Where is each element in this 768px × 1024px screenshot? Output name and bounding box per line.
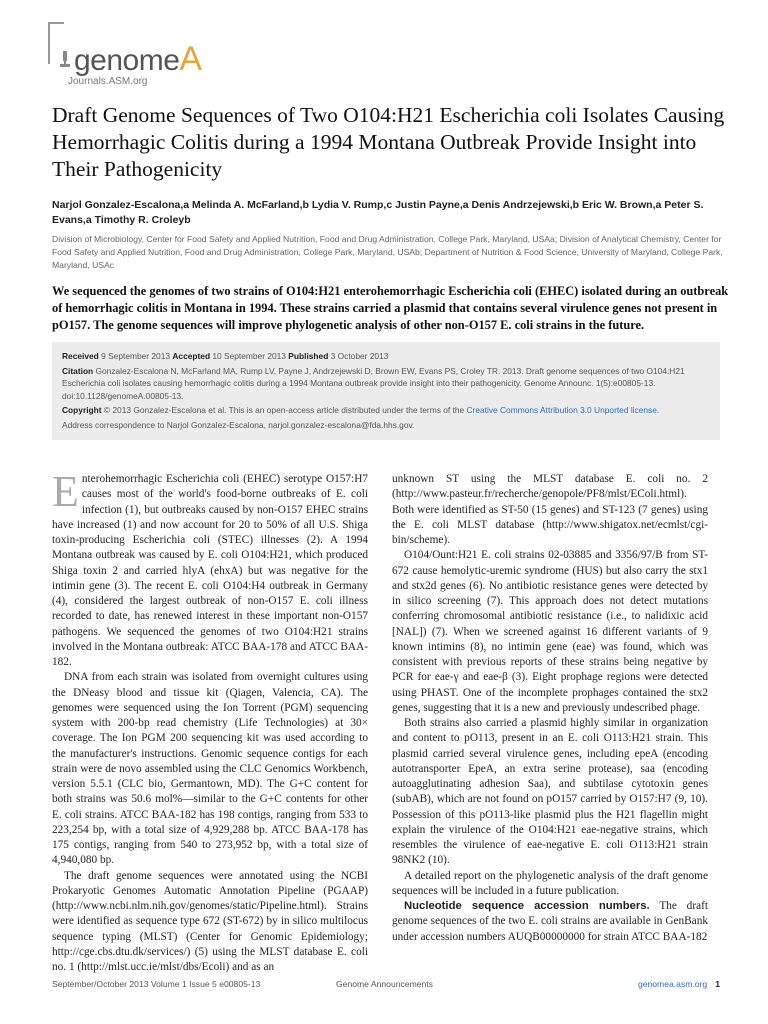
author-list: Narjol Gonzalez-Escalona,a Melinda A. McFarland,b Lydia V. Rump,c Justin Payne,a Denis Andrzejewski,b Eric W. Brown,a Peter S. Evans,a Timothy R. Croleyb <box>52 199 704 226</box>
license-link[interactable]: Creative Commons Attribution 3.0 Unported license <box>466 405 657 416</box>
copyright-label: Copyright <box>62 405 102 416</box>
microscope-icon <box>58 50 72 70</box>
accepted-label: Accepted <box>172 351 211 361</box>
journal-name: Genome Announcements <box>336 979 433 989</box>
body-paragraph: unknown ST using the MLST database E. coli no. 2 (http://www.pasteur.fr/recherche/genopole/PF8/mlst/EColi.html). Both were identified as ST-50 (15 genes) and ST-123 (7 genes) using the E. coli MLST database (http://www.shigatox.net/ecmlst/cgi-bin/scheme). <box>392 473 708 546</box>
citation-line <box>62 365 710 403</box>
dates-line <box>62 350 710 363</box>
copyright-line: Copyright © 2013 Gonzalez-Escalona et al. This is an open-access article distributed under the terms of the Creative Commons Attribution 3.0 Unported license. <box>62 405 660 416</box>
journal-logo <box>48 22 218 90</box>
body-paragraph: DNA from each strain was isolated from overnight cultures using the DNeasy blood and tissue kit (Qiagen, Valencia, CA). The genomes were sequenced using the Ion Torrent (PGM) sequencing system with 200-bp read chemistry (Life Technologies) at 30× coverage. The Ion PGM 200 sequencing kit was used according to the manufacturer's instructions. Genomic sequence contigs for each strain were de novo assembled using the CLC Genomics Workbench, version 5.5.1 (CLC bio, Germantown, MD). The G+C content for both strains was 50.6 mol%—similar to the G+C contents for other E. coli strains. ATCC BAA-182 has 198 contigs, ranging from 533 to 223,254 bp, with a total size of 4,929,288 bp. ATCC BAA-178 has 175 contigs, ranging from 540 to 273,952 bp, with a total size of 4,940,080 bp. <box>52 671 368 867</box>
drop-cap: E <box>52 467 79 516</box>
logo-wordmark: genomeA <box>74 40 202 78</box>
body-column-left <box>52 467 368 975</box>
published-date: 3 October 2013 <box>330 351 389 361</box>
received-date: 9 September 2013 <box>101 351 171 361</box>
issue-info: September/October 2013 Volume 1 Issue 5 e00805-13 <box>52 979 261 989</box>
section-heading: Nucleotide sequence accession numbers. <box>404 900 650 912</box>
article-title: Draft Genome Sequences of Two O104:H21 Escherichia coli Isolates Causing Hemorrhagic Colitis during a 1994 Montana Outbreak Provide Insight into Their Pathogenicity <box>52 103 725 181</box>
body-paragraph: O104/Ount:H21 E. coli strains 02-03885 and 3356/97/B from ST-672 cause hemolytic-uremic syndrome (HUS) but also carry the stx1 and stx2d genes (6). No antibiotic resistance genes were detected by in silico screening (7). This approach does not detect mutations conferring chromosomal antibiotic resistance (i.e., to nalidixic acid [NAL]) (7). When we screened against 16 different variants of 9 known intimins (8), no intimin gene (eae) was found, which was consistent with previous reports of these strains being negative by PCR for eae-γ and eae-β (3). Eight prophage regions were detected using PHAST. One of the incomplete prophages contained the stx2 genes, suggesting that it is a new and previously undescribed phage. <box>392 549 708 714</box>
body-paragraph: Nucleotide sequence accession numbers. The draft genome sequences of the two E. coli strains are available in GenBank under accession numbers AUQB00000000 for strain ATCC BAA-182 <box>392 900 709 943</box>
page-footer <box>52 979 720 993</box>
body-paragraph: The draft genome sequences were annotated using the NCBI Prokaryotic Genomes Automatic Annotation Pipeline (PGAAP) (http://www.ncbi.nlm.nih.gov/genomes/static/Pipeline.html). Strains were identified as sequence type 672 (ST-672) by in silico multilocus sequence typing (MLST) (Center for Genomic Epidemiology; http://cge.cbs.dtu.dk/services/) (5) using the MLST database E. coli no. 1 (http://mlst.ucc.ie/mlst/dbs/Ecoli) and as an <box>52 869 368 973</box>
page-number: 1 <box>715 979 720 989</box>
body-paragraph: Enterohemorrhagic Escherichia coli (EHEC) serotype O157:H7 causes most of the world's food-borne outbreaks of E. coli infection (1), but outbreaks caused by non-O157 EHEC strains have increased (1) and now account for 20 to 50% of all U.S. Shiga toxin-producing Escherichia coli (STEC) illnesses (2). A 1994 Montana outbreak was caused by E. coli O104:H21, which produced Shiga toxin 2 and carried hlyA (ehxA) but was negative for the intimin gene (3). The recent E. coli O104:H4 outbreak in Germany (4), considered the largest outbreak of non-O157 E. coli illness recorded to date, has renewed interest in these important non-O157 pathogens. We sequenced the genomes of two O104:H21 strains involved in the Montana outbreak: ATCC BAA-178 and ATCC BAA-182. <box>52 467 368 668</box>
abstract: We sequenced the genomes of two strains of O104:H21 enterohemorrhagic Escherichia coli (EHEC) isolated during an outbreak of hemorrhagic colitis in Montana in 1994. These strains carried a plasmid that contains several virulence genes not present in pO157. The genome sequences will improve phylogenetic analysis of other non-O157 E. coli strains in the future. <box>52 284 729 332</box>
body-column-right <box>392 472 708 945</box>
accepted-date: 10 September 2013 <box>212 351 286 361</box>
logo-subtext: Journals.ASM.org <box>68 76 148 87</box>
received-label: Received <box>62 351 99 361</box>
article-info-box <box>52 342 720 440</box>
affiliations: Division of Microbiology, Center for Food Safety and Applied Nutrition, Food and Drug Administration, College Park, Maryland, USAa; Division of Analytical Chemistry, Center for Food Safety and Applied Nutrition, Food and Drug Administration, College Park, Maryland, USAb; Department of Nutrition & Food Science, University of Maryland, College Park, Maryland, USAc <box>52 234 723 270</box>
citation-text: Gonzalez-Escalona N, McFarland MA, Rump LV, Payne J, Andrzejewski D, Brown EW, Evans PS, Croley TR. 2013. Draft genome sequences of two O104:H21 Escherichia coli isolates causing hemorrhagic colitis during a 1994 Montana outbreak provide insight into their pathogenicity. Genome Announc. 1(5):e00805-13. doi:10.1128/genomeA.00805-13. <box>62 365 685 401</box>
body-paragraph: A detailed report on the phylogenetic analysis of the draft genome sequences will be included in a future publication. <box>392 869 708 897</box>
site-link[interactable]: genomea.asm.org <box>637 979 708 989</box>
body-paragraph: Both strains also carried a plasmid highly similar in organization and content to pO113, present in an E. coli O113:H21 strain. This plasmid carried several virulence genes, including epeA (encoding autotransporter EpeA, an extra serine protease), saa (encoding autoagglutinating adhesion Saa), and subtilase cytotoxin genes (subAB), which are not found on pO157 carried by O157:H7 (9, 10). Possession of this pO113-like plasmid plus the H21 flagellin might explain the virulence of the O104:H21 eae-negative strains, which resembles the virulence of eae-negative E. coli O113:H21 strain 98NK2 (10). <box>392 717 708 867</box>
journal-site[interactable] <box>638 979 720 989</box>
correspondence-line: Address correspondence to Narjol Gonzalez-Escalona, narjol.gonzalez-escalona@fda.hhs.gov. <box>62 419 415 430</box>
copyright-text: © 2013 Gonzalez-Escalona et al. This is an open-access article distributed under the terms of the <box>103 405 465 416</box>
published-label: Published <box>288 351 329 361</box>
citation-label: Citation <box>62 365 94 376</box>
